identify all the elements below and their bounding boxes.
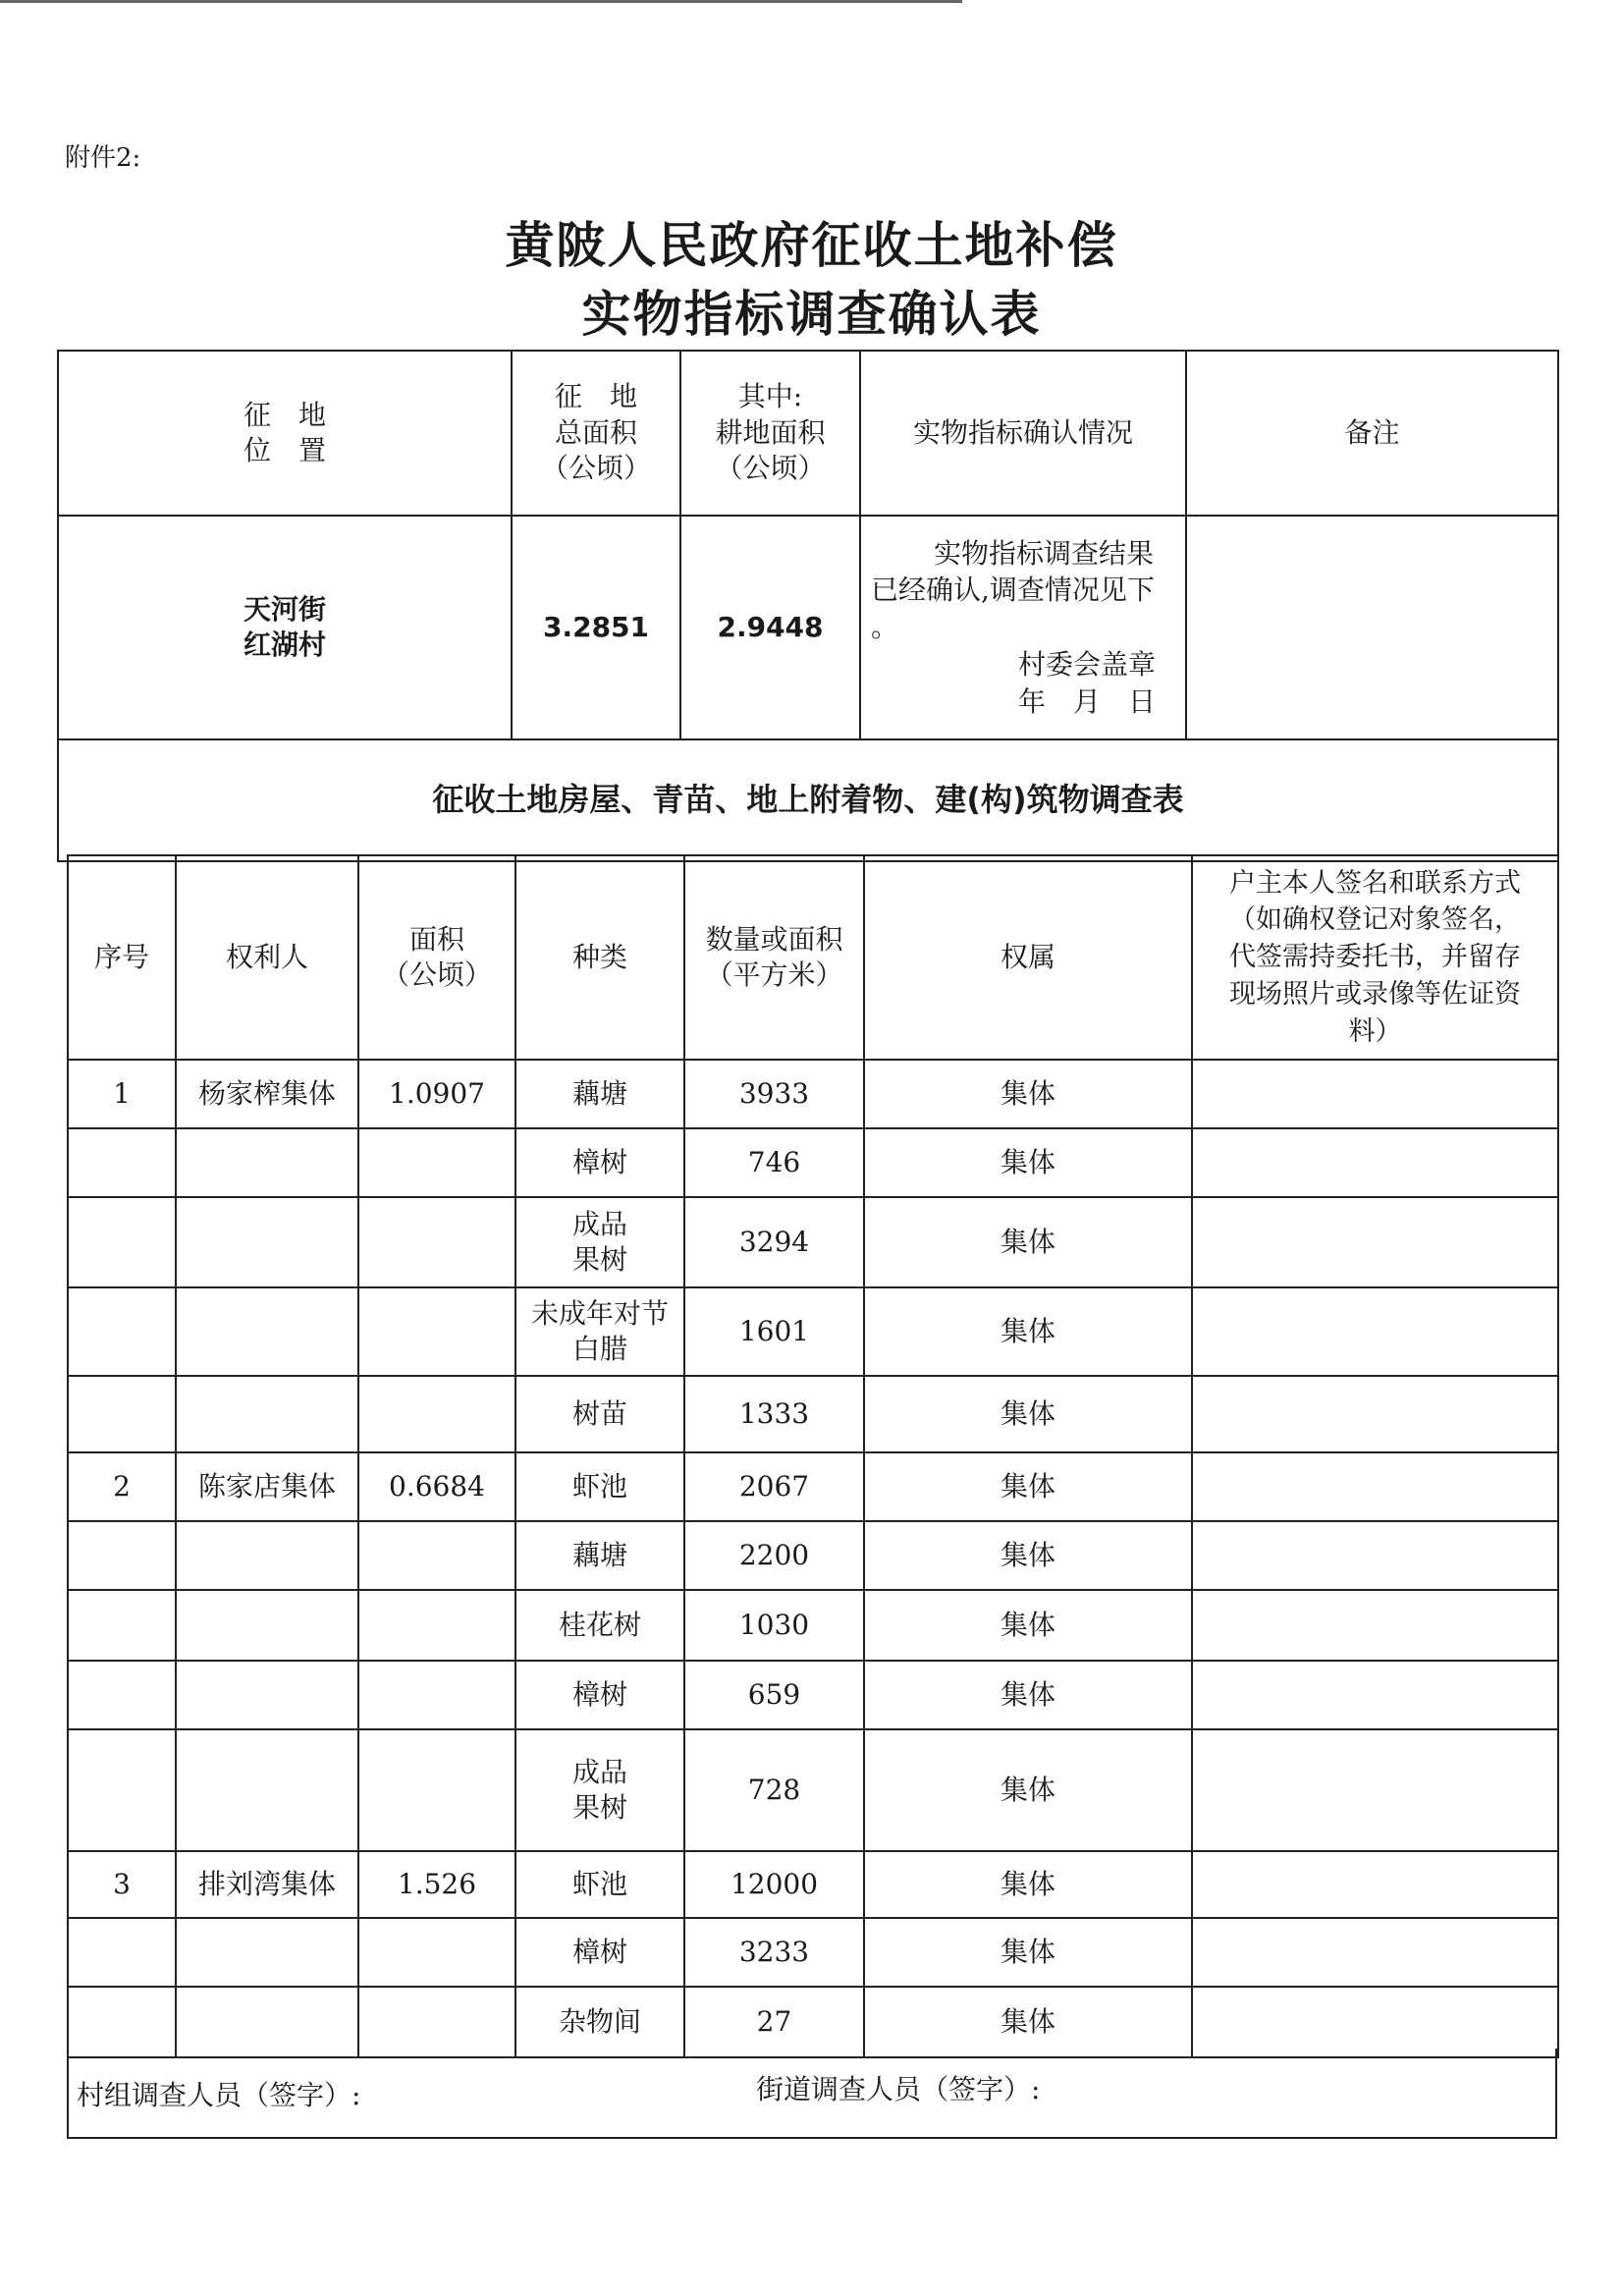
row-area (358, 1521, 515, 1590)
row-kind: 虾池 (515, 1851, 684, 1918)
row-signature[interactable] (1192, 1729, 1558, 1851)
table-row (68, 1918, 1558, 1987)
row-ownership: 集体 (864, 1590, 1192, 1661)
row-signature[interactable] (1192, 1918, 1558, 1987)
table-row (68, 1376, 1558, 1452)
row-seq (68, 1918, 176, 1987)
summary-header-row (58, 351, 1558, 516)
header-confirm: 实物指标确认情况 (860, 351, 1186, 516)
row-seq: 1 (68, 1060, 176, 1128)
table-row (68, 1197, 1558, 1287)
row-signature[interactable] (1192, 1987, 1558, 2057)
row-seq (68, 1661, 176, 1729)
row-owner: 杨家榨集体 (176, 1060, 358, 1128)
row-ownership: 集体 (864, 1452, 1192, 1521)
summary-remark (1186, 516, 1558, 739)
row-owner (176, 1729, 358, 1851)
row-qty: 1030 (684, 1590, 864, 1661)
row-seq (68, 1376, 176, 1452)
row-ownership: 集体 (864, 1197, 1192, 1287)
seal-label: 村委会盖章 (1017, 647, 1156, 681)
row-area (358, 1197, 515, 1287)
summary-table (57, 350, 1559, 862)
row-seq (68, 1729, 176, 1851)
row-owner (176, 1590, 358, 1661)
col-owner: 权利人 (176, 855, 358, 1060)
row-area (358, 1729, 515, 1851)
row-seq: 3 (68, 1851, 176, 1918)
table-row (68, 1521, 1558, 1590)
row-qty: 12000 (684, 1851, 864, 1918)
signature-footer (67, 2049, 1557, 2139)
row-qty: 3294 (684, 1197, 864, 1287)
row-ownership: 集体 (864, 1521, 1192, 1590)
row-area (358, 1287, 515, 1376)
row-ownership: 集体 (864, 1918, 1192, 1987)
row-kind: 成品 果树 (515, 1197, 684, 1287)
row-owner (176, 1661, 358, 1729)
table-row (68, 1987, 1558, 2057)
row-signature[interactable] (1192, 1060, 1558, 1128)
row-ownership: 集体 (864, 1128, 1192, 1197)
row-qty: 1601 (684, 1287, 864, 1376)
row-qty: 3933 (684, 1060, 864, 1128)
row-seq (68, 1987, 176, 2057)
header-remark: 备注 (1186, 351, 1558, 516)
header-location: 征 地 位 置 (58, 351, 512, 516)
row-ownership: 集体 (864, 1851, 1192, 1918)
row-ownership: 集体 (864, 1729, 1192, 1851)
sub-table-title: 征收土地房屋、青苗、地上附着物、建(构)筑物调查表 (58, 739, 1558, 861)
row-kind: 樟树 (515, 1918, 684, 1987)
row-area: 0.6684 (358, 1452, 515, 1521)
col-kind: 种类 (515, 855, 684, 1060)
row-area (358, 1918, 515, 1987)
table-row (68, 1287, 1558, 1376)
col-seq: 序号 (68, 855, 176, 1060)
table-row (68, 1661, 1558, 1729)
summary-location: 天河街 红湖村 (58, 516, 512, 739)
row-area: 1.0907 (358, 1060, 515, 1128)
table-row (68, 1851, 1558, 1918)
row-seq (68, 1287, 176, 1376)
row-seq (68, 1521, 176, 1590)
row-ownership: 集体 (864, 1376, 1192, 1452)
header-arable-area: 其中: 耕地面积 （公顷） (680, 351, 860, 516)
row-qty: 1333 (684, 1376, 864, 1452)
col-signature: 户主本人签名和联系方式 （如确权登记对象签名， 代签需持委托书，并留存 现场照片或录像等佐证资 料） (1192, 855, 1558, 1060)
row-owner (176, 1197, 358, 1287)
row-owner (176, 1521, 358, 1590)
row-area (358, 1661, 515, 1729)
row-area (358, 1376, 515, 1452)
col-ownership: 权属 (864, 855, 1192, 1060)
row-signature[interactable] (1192, 1521, 1558, 1590)
row-signature[interactable] (1192, 1376, 1558, 1452)
table-row (68, 1060, 1558, 1128)
row-qty: 746 (684, 1128, 864, 1197)
col-qty: 数量或面积 （平方米） (684, 855, 864, 1060)
row-owner (176, 1918, 358, 1987)
row-qty: 3233 (684, 1918, 864, 1987)
table-row (68, 1452, 1558, 1521)
row-area: 1.526 (358, 1851, 515, 1918)
document-title-line1: 黄陂人民政府征收土地补偿 (505, 217, 1118, 274)
scan-edge-line (0, 0, 962, 3)
row-kind: 藕塘 (515, 1060, 684, 1128)
table-row (68, 1128, 1558, 1197)
row-signature[interactable] (1192, 1851, 1558, 1918)
row-owner (176, 1987, 358, 2057)
row-area (358, 1128, 515, 1197)
row-kind: 樟树 (515, 1661, 684, 1729)
summary-confirm-text: 实物指标调查结果 已经确认,调查情况见下 。 村委会盖章 年 月 日 (860, 516, 1186, 739)
summary-data-row (58, 516, 1558, 739)
row-signature[interactable] (1192, 1128, 1558, 1197)
table-row (68, 1590, 1558, 1661)
row-owner (176, 1128, 358, 1197)
row-seq: 2 (68, 1452, 176, 1521)
row-signature[interactable] (1192, 1287, 1558, 1376)
row-ownership: 集体 (864, 1987, 1192, 2057)
header-total-area: 征 地 总面积 （公顷） (512, 351, 680, 516)
row-seq (68, 1197, 176, 1287)
document-title-line2: 实物指标调查确认表 (581, 286, 1042, 343)
row-kind: 树苗 (515, 1376, 684, 1452)
row-kind: 杂物间 (515, 1987, 684, 2057)
row-ownership: 集体 (864, 1060, 1192, 1128)
row-qty: 659 (684, 1661, 864, 1729)
subtitle-row (58, 739, 1558, 861)
date-label: 年 月 日 (1017, 684, 1156, 718)
survey-header-row (68, 855, 1558, 1060)
street-staff-signature: 街道调查人员（签字）: (756, 2073, 1041, 2105)
attachment-label: 附件2: (65, 143, 141, 173)
row-signature[interactable] (1192, 1197, 1558, 1287)
row-seq (68, 1590, 176, 1661)
row-ownership: 集体 (864, 1661, 1192, 1729)
row-kind: 虾池 (515, 1452, 684, 1521)
row-kind: 藕塘 (515, 1521, 684, 1590)
row-owner (176, 1287, 358, 1376)
row-qty: 27 (684, 1987, 864, 2057)
row-kind: 未成年对节 白腊 (515, 1287, 684, 1376)
summary-total-area: 3.2851 (512, 516, 680, 739)
row-area (358, 1590, 515, 1661)
col-area: 面积 （公顷） (358, 855, 515, 1060)
row-owner: 排刘湾集体 (176, 1851, 358, 1918)
row-area (358, 1987, 515, 2057)
row-signature[interactable] (1192, 1590, 1558, 1661)
row-qty: 2200 (684, 1521, 864, 1590)
row-seq (68, 1128, 176, 1197)
row-kind: 桂花树 (515, 1590, 684, 1661)
row-qty: 2067 (684, 1452, 864, 1521)
row-kind: 成品 果树 (515, 1729, 684, 1851)
row-qty: 728 (684, 1729, 864, 1851)
row-ownership: 集体 (864, 1287, 1192, 1376)
survey-table (67, 854, 1559, 2058)
row-owner (176, 1376, 358, 1452)
row-signature[interactable] (1192, 1452, 1558, 1521)
summary-arable-area: 2.9448 (680, 516, 860, 739)
village-staff-signature: 村组调查人员（签字）: (77, 2079, 361, 2111)
row-kind: 樟树 (515, 1128, 684, 1197)
row-owner: 陈家店集体 (176, 1452, 358, 1521)
row-signature[interactable] (1192, 1661, 1558, 1729)
table-row (68, 1729, 1558, 1851)
